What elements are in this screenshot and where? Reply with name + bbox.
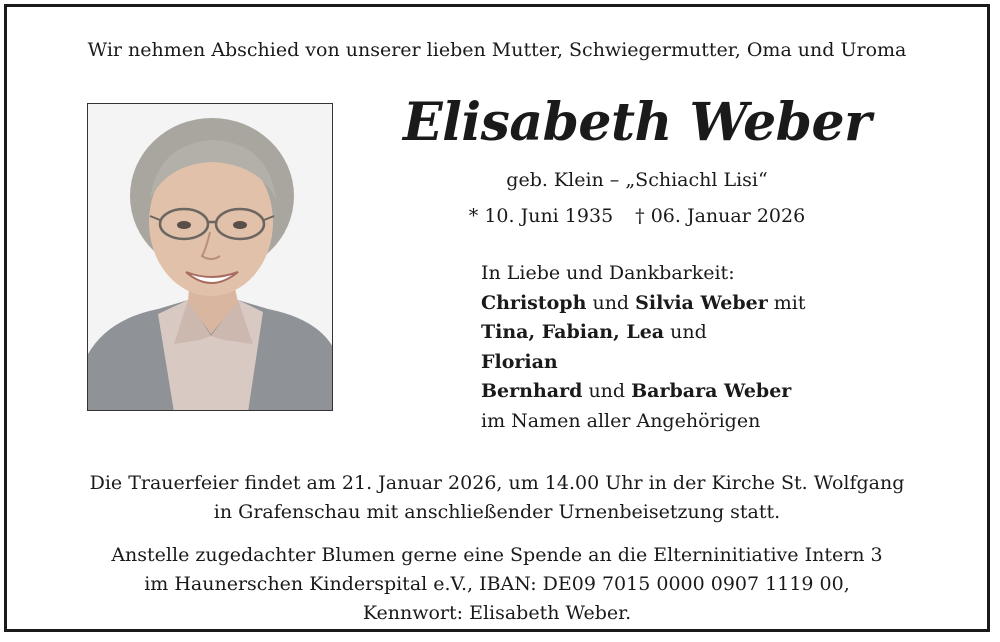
mourner-name: Bernhard: [481, 380, 583, 402]
mourner-line: [481, 318, 806, 348]
ceremony-line: Die Trauerfeier findet am 21. Januar 2026, um 14.00 Uhr in der Kirche St. Wolfgang: [89, 472, 905, 494]
donation-line: im Haunerschen Kinderspital e.V., IBAN: DE09 7015 0000 0907 1119 00,: [144, 573, 850, 595]
mourner-join: und: [664, 321, 707, 343]
life-dates: [337, 203, 937, 229]
mourner-name: Barbara Weber: [631, 380, 792, 402]
mourners-list: [481, 259, 806, 436]
ceremony-info: [7, 469, 987, 527]
mourner-line: [481, 289, 806, 319]
mourners-closing: im Namen aller Angehörigen: [481, 409, 761, 432]
death-date: † 06. Januar 2026: [635, 205, 806, 227]
mourner-name: Silvia Weber: [635, 291, 768, 314]
mourner-join: und: [582, 380, 632, 402]
mourner-line: [481, 348, 806, 378]
birth-date: * 10. Juni 1935: [468, 205, 614, 227]
intro-text: Wir nehmen Abschied von unserer lieben Mutter, Schwiegermutter, Oma und Uroma: [87, 39, 907, 61]
ceremony-line: in Grafenschau mit anschließender Urnenbeisetzung statt.: [213, 501, 781, 523]
obituary-notice: [4, 4, 990, 632]
portrait-photo: [87, 103, 333, 411]
mourner-name: Florian: [481, 350, 558, 373]
donation-line: Kennwort: Elisabeth Weber.: [362, 602, 632, 624]
mourner-line: [481, 377, 806, 407]
donation-info: [7, 541, 987, 628]
deceased-name: Elisabeth Weber: [402, 92, 872, 153]
mourner-name: Christoph: [481, 291, 587, 314]
donation-line: Anstelle zugedachter Blumen gerne eine Spende an die Elterninitiative Intern 3: [111, 544, 883, 566]
mourner-name: Tina, Fabian, Lea: [481, 321, 665, 343]
birth-name: geb. Klein – „Schiachl Lisi“: [506, 169, 768, 191]
mourner-join: mit: [767, 291, 806, 314]
mourner-join: und: [586, 291, 636, 314]
mourners-heading: In Liebe und Dankbarkeit:: [481, 262, 735, 284]
